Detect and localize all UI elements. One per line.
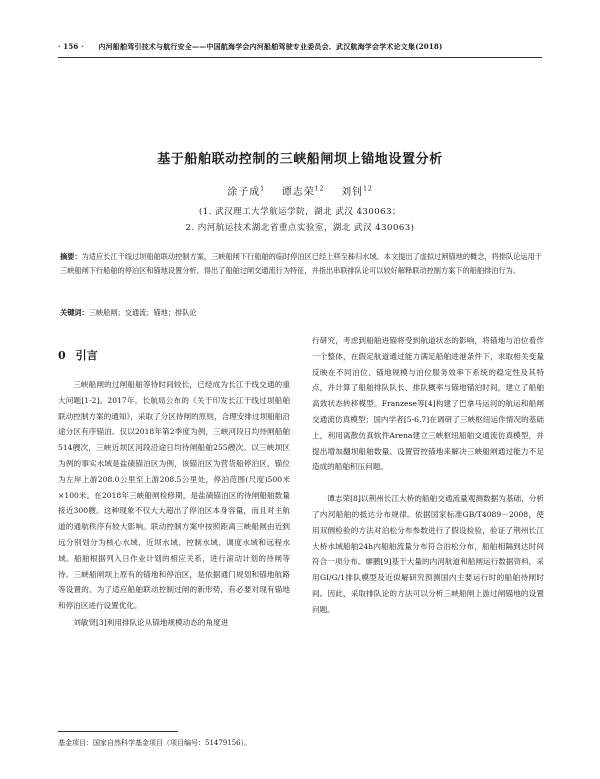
keywords-label: 关键词： (60, 308, 89, 317)
keywords-text: 三峡船闸；交通流；锚地；排队论 (88, 308, 197, 317)
footnote-rule (58, 731, 178, 732)
running-header (58, 42, 542, 54)
section-heading (58, 349, 290, 363)
author: 谭志荣$^{12}$ (281, 185, 325, 198)
right-column (312, 333, 544, 618)
paper-title: 基于船舶联动控制的三峡船闸坝上锚地设置分析 (157, 152, 443, 167)
abstract-text: 为适应长江干线过坝船舶联动控制方案，三峡船闸下行船舶的临时停泊区已经上移至秭归水域。本文提出了虚拟过闸锚地的概念，将排队论运用于三峡船闸下行船舶的停泊区和锚地设置分析，得出了船舶过闸交通流行为特征，并指出串联排队论可以较好解释联动控制方案下的船舶排泊行为。 (60, 252, 542, 275)
left-column (58, 333, 290, 631)
body-paragraph: 谭志荣[8]以荆州长江大桥的船舶交通流量观测数据为基础，分析了内河船舶的抵达分布规律。依据国家标准GB/T4089－2008，使用双侧检验的方法对泊松分布参数进行了假设检验，验证了荆州长江大桥水域船舶24h内船舶流量分布符合泊松分布，船舶相隔到达时间符合一项分布。廖鹏[9]基于大量的内河航道和船闸运行数据资料，采用GI/G/1排队模型及近似解研究预测国内主要运行时的船舶待闸时间。因此，采取排队论的方法可以分析三峡船闸上游过闸锚地的设置问题。 (312, 494, 544, 614)
author-list (0, 183, 600, 198)
footnote: 基金项目：国家自然科学基金项目（项目编号：51479156）。 (58, 739, 252, 747)
author: 刘钊$^{12}$ (341, 185, 373, 198)
keywords (60, 306, 542, 320)
author: 涂子成$^1$ (227, 185, 266, 198)
body-paragraph: 刘敏贤[3]利用排队论从锚地规模动态的角度进 (73, 617, 229, 627)
affiliation: 2. 内河航运技术湖北省重点实验室，湖北 武汉 430063) (185, 223, 415, 233)
running-title: 内河船舶驾引技术与航行安全——中国航海学会内河船舶驾驶专业委员会、武汉航海学会学术论文集(2018) (98, 42, 443, 51)
body-paragraph: 三峡船闸的过闸船舶等待时间较长，已经成为长江干线交通的重大问题[1-2]。2017年，长航局公布的《关于印发长江干线过坝船舶联动控制方案的通知》，采取了分区待闸的原则，合理安排过坝船舶沿途分区有序锚泊。仅以2018年第2季度为例，三峡河段日均待闸船舶514艘次，三峡近坝区河段沿途日均待闸船舶255艘次。以三峡坝区为例的事实水域是盐碛锚泊区为例，该锚泊区为营货船停泊区，锚位为左岸上游208.0公里至上游208.5公里处，停泊范围(尺度)500米×100米。在2018年三峡船闸检修期，是盐碛锚泊区的待闸船舶数量接近300艘。这种现象不仅大大超出了停泊区本身容量，而且对主航道的通航秩序有较大影响。联动控制方案中按照距离三峡船闸由近到远分别划分为核心水域、近坝水域、控制水域、调度水域和远程水域。船舶根据列入日作业计划的相应关系，进行滚动计划的待闸等待。三峡船闸坝上原有的锚地和停泊区，是依据通门规划和锚地航路等设置的。为了适应船舶联动控制过闸的新形势，有必要对现有锚地和停泊区进行设置优化。 (58, 380, 290, 611)
abstract-label: 摘要： (60, 252, 82, 261)
affiliation: (1. 武汉理工大学航运学院，湖北 武汉 430063； (199, 207, 401, 217)
section-number: 0 (58, 349, 66, 362)
page-number: · 156 · (58, 42, 84, 51)
abstract (60, 250, 542, 278)
section-title: 引言 (75, 349, 98, 362)
header-rule (58, 57, 542, 58)
body-paragraph: 行研究，考虑到船舶进锚将受到航道状态的影响，将锚地与泊位看作一个整体，在假定航道通过能力满足船舶进港条件下，求取相关变量反映在不同泊位、锚地规模与泊位服务效率下系统的稳定性及其特点，并计算了船舶排队队长、排队概率与锚地锚泊时间，建立了船舶高效状态转移模型。Franzese等[4]构建了巴拿马运河的航运和船闸交通流仿真模型；国内学者[5-6,7]在调研了三峡枢纽运作情况的基础上，利用离散仿真软件Arena建立三峡枢纽船舶交通流仿真模型，并提出增加翻坝船舶数量、设置管控锚地来解决三峡船闸通过能力不足造成的船舶积压问题。 (312, 336, 544, 472)
